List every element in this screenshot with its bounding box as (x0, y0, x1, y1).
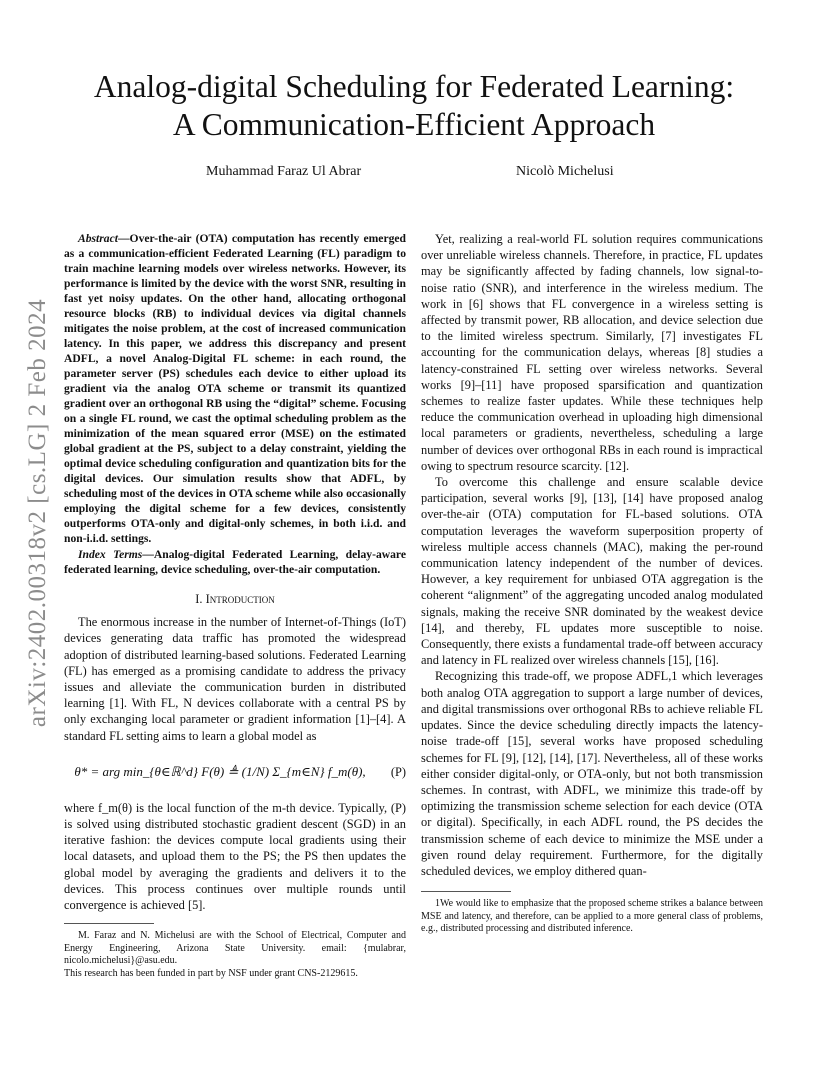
title-line-2: A Communication-Efficient Approach (172, 107, 656, 142)
right-paragraph-2: To overcome this challenge and ensure scalable device participation, several works [9], [13], [14] have proposed analog over-the-air (OTA) computation for FL-based solutions. OTA computation leverages the waveform superposition property of wireless multiple access channels (MAC), making the per-round communication latency independent of the number of devices. However, a key requirement for unbiased OTA aggregation is the coherent “alignment” of the aggregating uncoded analog modulated signals, making the receive SNR dominated by the weakest device [14], and thereby, FL updates more susceptible to noise. Consequently, there exists a fundamental trade-off between accuracy and latency in FL realized over wireless channels [15], [16]. (421, 475, 763, 668)
intro-paragraph-1: The enormous increase in the number of Internet-of-Things (IoT) devices generating data traffic has promoted the widespread adoption of distributed learning-based solutions. Federated Learning (FL) has emerged as a promising candidate to address the privacy issues and alleviate the communication burden in distributed learning [1]. With FL, N devices collaborate with a central PS by only exchanging local parameter or gradient information [1]–[4]. A standard FL setting aims to learn a global model as (64, 615, 406, 743)
abstract-label: Abstract (78, 232, 118, 245)
section-heading: I. Introduction (195, 592, 275, 606)
left-column (64, 231, 406, 980)
footnote-1: 1We would like to emphasize that the proposed scheme strikes a balance between MSE and latency, and therefore, can be applied to a more general class of problems, e.g., distributed processing and distributed inference. (421, 898, 763, 935)
author-1: Muhammad Faraz Ul Abrar (206, 164, 362, 179)
index-terms-label: Index Terms (78, 548, 143, 561)
equation-tag: (P) (390, 764, 406, 779)
footnote-affiliation: M. Faraz and N. Michelusi are with the School of Electrical, Computer and Energy Engineering, Arizona State University. email: {mulabrar, nicolo.michelusi}@asu.edu. (64, 930, 406, 967)
right-paragraph-3: Recognizing this trade-off, we propose ADFL,1 which leverages both analog OTA aggregation to support a large number of devices, and digital transmissions over orthogonal RBs to achieve reliable FL updates. Since the device scheduling directly impacts the latency-noise trade-off [15], several works have proposed scheduling schemes for FL [9], [12], [14], [17]. Nevertheless, all of these works either consider digital-only, or OTA-only, but not both transmission schemes. In contrast, with ADFL, we minimize this trade-off by optimizing the transmission scheme selection for each device (OTA or digital). Specifically, in each ADFL round, the PS decides the transmission scheme of each device to minimize the MSE under a given round delay requirement. Furthermore, for the digitally scheduled devices, we employ dithered quan- (421, 669, 763, 878)
right-column (421, 231, 763, 936)
intro-paragraph-2: where f_m(θ) is the local function of the m-th device. Typically, (P) is solved using distributed stochastic gradient descent (SGD) in an iterative fashion: the devices compute local gradients using their local datasets, and upload them to the PS; the PS then updates the global model by averaging the gradients and delivers it to the devices. This process continues over multiple rounds until convergence is achieved [5]. (64, 800, 406, 913)
index-terms (64, 547, 406, 577)
footnote-divider-right (421, 891, 511, 892)
abstract-text: —Over-the-air (OTA) computation has recently emerged as a communication-efficient Federated Learning (FL) paradigm to train machine learning models over wireless networks. However, its performance is limited by the device with the worst SNR, resulting in fast yet noisy updates. On the other hand, allocating orthogonal resource blocks (RB) to individual devices via digital channels mitigates the noise problem, at the cost of increased communication latency. In this paper, we address this discrepancy and present ADFL, a novel Analog-Digital FL scheme: in each round, the parameter server (PS) schedules each device to either upload its gradient via the analog OTA scheme or transmit its quantized gradient over an orthogonal RB using the “digital” scheme. Focusing on a single FL round, we cast the optimal scheduling problem as the minimization of the mean squared error (MSE) on the estimated global gradient at the PS, subject to a delay constraint, yielding the optimal device scheduling configuration and quantization bits for the digital devices. Our simulation results show that ADFL, by scheduling most of the devices in OTA scheme while also occasionally employing the digital scheme for a few devices, consistently outperforms OTA-only and digital-only schemes, in both i.i.d. and non-i.i.d. settings. (64, 232, 406, 545)
arxiv-identifier: arXiv:2402.00318v2 [cs.LG] 2 Feb 2024 (24, 298, 52, 728)
right-paragraph-1: Yet, realizing a real-world FL solution requires communications over unreliable wireless channels. Therefore, in practice, FL updates may be significantly affected by fading channels, low signal-to-noise ratio (SNR), and interference in the wireless medium. The work in [6] shows that FL convergence in a wireless setting is affected by transmit power, RB allocation, and device selection due to the limited wireless spectrum. Similarly, [7] investigates FL accounting for the communication delays, whereas [8] studies a latency-constrained FL setting over wireless networks. Several works [9]–[11] have proposed sparsification and quantization schemes to realize faster updates. While these techniques help reduce the communication overhead in uploading high dimensional local parameters or gradients, nevertheless, scheduling a large number of devices over orthogonal RBs in each round is impractical owing to spectrum resource scarcity. [12]. (421, 232, 763, 473)
abstract (64, 231, 406, 546)
title-line-1: Analog-digital Scheduling for Federated Learning: (93, 69, 735, 104)
footnote-funding: This research has been funded in part by NSF under grant CNS-2129615. (64, 967, 358, 979)
index-terms-text: —Analog-digital Federated Learning, delay-aware federated learning, device scheduling, over-the-air computation. (64, 548, 406, 576)
equation-block (64, 753, 406, 791)
equation-body: θ* = arg min_{θ∈ℝ^d} F(θ) ≜ (1/N) Σ_{m∈N} f_m(θ), (74, 763, 366, 779)
arxiv-sidebar-stamp (16, 258, 60, 768)
footnote-divider (64, 923, 154, 924)
author-2: Nicolò Michelusi (516, 164, 614, 179)
paper-title (60, 68, 768, 144)
